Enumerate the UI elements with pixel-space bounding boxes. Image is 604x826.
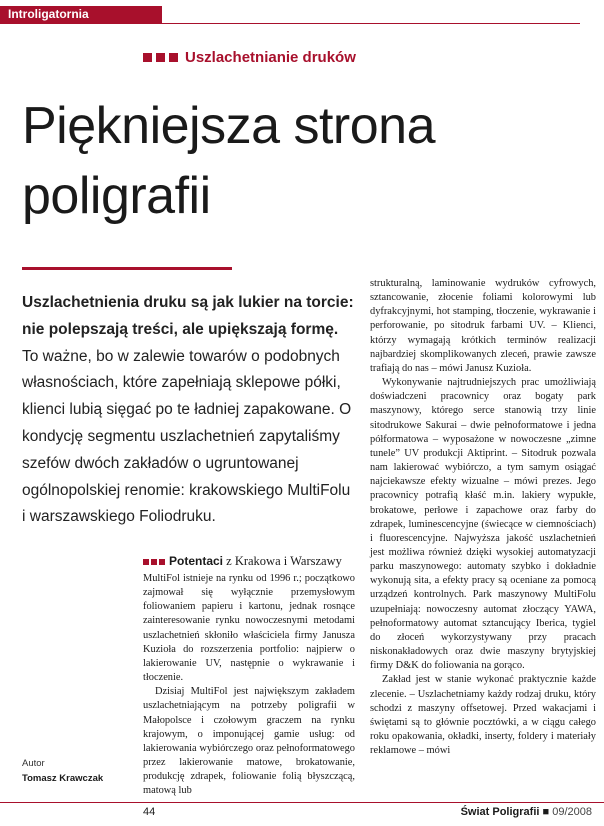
- body-paragraph: MultiFol istnieje na rynku od 1996 r.; początkowo zajmował się wyłącznie przemysłowym foliowaniem papieru i kartonu, jednak rosnące zainteresowanie rynku nowoczesnymi metodami uszlachetnień skłoniło właściciela firmy Janusza Kuzioła do rozszerzenia portfolio: najpierw o lakierowanie UV, następnie o wykrawanie i tłoczenie.: [143, 573, 355, 684]
- page-number: 44: [143, 806, 156, 818]
- body-paragraph: strukturalną, laminowanie wydruków cyfrowych, sztancowanie, złocenie foliami kolorowymi lub dyfrakcyjnymi, hot stamping, tłoczenie, wykrawanie i perforowanie, po sitodruk farbami UV. – Klienci, którzy wymagają krótkich terminów realizacji najbardziej skomplikowanych zleceń, prawie zawsze trafiają do nas – mówi Janusz Kuzioła.: [370, 278, 596, 374]
- category-text: Uszlachetnianie druków: [185, 49, 356, 66]
- subheading-rest: z Krakowa i Warszawy: [223, 554, 342, 568]
- square-bullet-icon: [143, 53, 152, 62]
- body-paragraph: Wykonywanie najtrudniejszych prac umożliwiają doświadczeni pracownicy oraz bogaty park maszynowy, którego serce stanowią trzy linie sitodrukowe Sakurai – dwie pełnoformatowe i jedna półformatowa – wyposażone w nowoczesne „zimne tunele” UV produkcji Aktiprint. – Sitodruk pozwala nam lakierować wybiórczo, a tym samym osiągać najciekawsze efekty wizualne – mówi prezes. Jego pracownicy potrafią kłaść m.in. lakiery wypukłe, brokatowe, perłowe i zapachowe oraz farby do zdrapek, luminescencyjne (świecące w ciemnościach) i fluorescencyjne. Najwyższa jakość uszlachetnień jest możliwa również dzięki wysokiej automatyzacji parku maszynowego: automaty szybko i dokładnie wykonują sita, a efekty pracy są oceniane za pomocą urządzeń kontrolnych. Park maszynowy MultiFolu uzupełniają: nowoczesny automat złoczący YAWA, pełnoformatowy automat sztancujący Iberica, tygiel do złoceń wykorzystywany przy pracach niskonakładowych oraz dwie maszyny brytyjskiej firmy D&K do foliowania na gorąco.: [370, 377, 596, 672]
- category-label: [143, 49, 356, 66]
- body-column-middle: [143, 572, 355, 799]
- author-label: Autor: [22, 758, 45, 769]
- top-rule: [0, 23, 580, 24]
- subheading-bold: Potentaci: [169, 554, 224, 568]
- square-bullet-icon: [143, 559, 149, 565]
- magazine-name: Świat Poligrafii: [460, 806, 540, 818]
- magazine-footer: [461, 806, 592, 818]
- article-title-line-2: poligrafii: [22, 167, 211, 225]
- square-bullet-icon: [169, 53, 178, 62]
- body-paragraph: Zakład jest w stanie wykonać praktycznie każde zlecenie. – Uszlachetniamy każdy rodzaj druku, który schodzi z maszyny offsetowej. Przed wakacjami i świętami są to głównie pocztówki, a w ciągu całego roku opakowania, okładki, inserty, foldery i materiały reklamowe – mówi: [370, 674, 596, 757]
- author-name: Tomasz Krawczak: [22, 773, 104, 784]
- section-tag: Introligatornia: [0, 6, 162, 23]
- square-bullet-icon: [159, 559, 165, 565]
- lead-bold: Uszlachetnienia druku są jak lukier na torcie: nie polepszają treści, ale upiększają formę.: [22, 294, 354, 338]
- title-rule: [22, 267, 232, 270]
- square-bullet-icon: [156, 53, 165, 62]
- body-paragraph: Dzisiaj MultiFol jest największym zakładem uszlachetniającym na potrzeby poligrafii w Małopolsce i czołowym graczem na rynku krajowym, o imponującej gamie usług: od lakierowania wybiórczego oraz pełnoformatowego przez lakierowanie matowe, brokatowanie, produkcję zdrapek, foliowanie folią błyszczącą, matową lub: [143, 686, 355, 797]
- footer-rule: [0, 802, 604, 803]
- body-column-right: [370, 277, 596, 758]
- lead-text: To ważne, bo w zalewie towarów o podobnych własnościach, które zapełniają sklepowe półki, klienci lubią sięgać po te ładniej zapakowane. O kondycję segmentu uszlachetnień zapytaliśmy szefów dwóch zakładów o ugruntowanej ogólnopolskiej renomie: krakowskiego MultiFolu i warszawskiego Foliodruku.: [22, 347, 352, 526]
- footer-separator: ■: [542, 806, 550, 818]
- issue-number: 09/2008: [552, 806, 592, 818]
- square-bullet-icon: [151, 559, 157, 565]
- subheading: [143, 554, 342, 569]
- author-block: [22, 756, 103, 786]
- article-title-line-1: Piękniejsza strona: [22, 97, 435, 155]
- lead-paragraph: [22, 290, 357, 531]
